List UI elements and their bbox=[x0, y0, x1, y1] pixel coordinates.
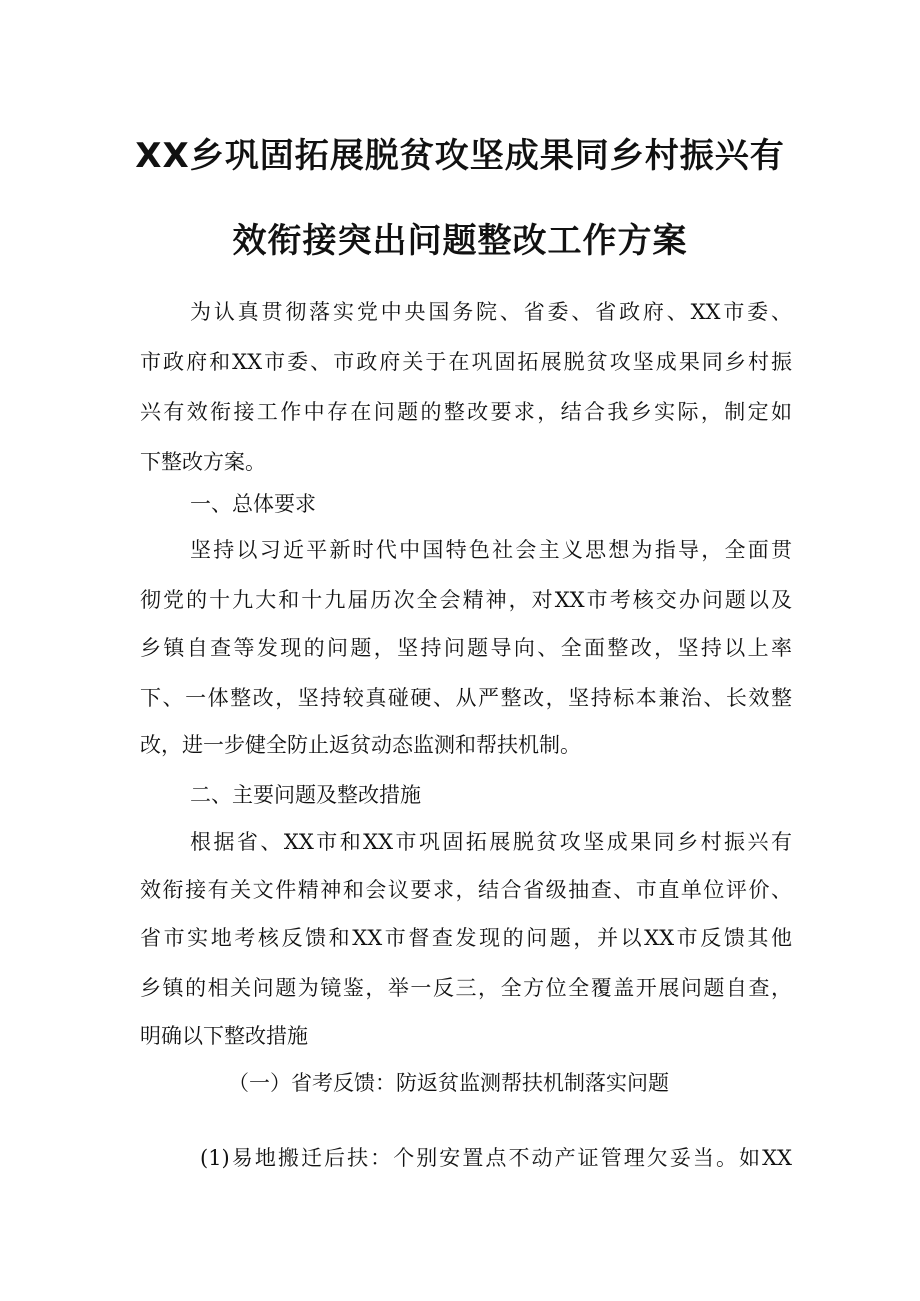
paragraph-line: 市政府和XX市委、市政府关于在巩固拓展脱贫攻坚成果同乡村振 bbox=[140, 350, 792, 374]
paragraph-line: (1)易地搬迁后扶：个别安置点不动产证管理欠妥当。如XX bbox=[200, 1146, 792, 1170]
document-title-line-2: 效衔接突出问题整改工作方案 bbox=[232, 221, 688, 261]
subsection-heading: （一）省考反馈：防返贫监测帮扶机制落实问题 bbox=[228, 1071, 669, 1095]
paragraph-line: 效衔接有关文件精神和会议要求，结合省级抽查、市直单位评价、 bbox=[140, 878, 792, 902]
paragraph-line: 根据省、XX市和XX市巩固拓展脱贫攻坚成果同乡村振兴有 bbox=[190, 830, 792, 854]
document-title-line-1: XX乡巩固拓展脱贫攻坚成果同乡村振兴有 bbox=[135, 136, 785, 176]
section-heading: 二、主要问题及整改措施 bbox=[190, 783, 421, 807]
paragraph-line: 明确以下整改措施 bbox=[140, 1024, 308, 1048]
paragraph-line: 省市实地考核反馈和XX市督查发现的问题，并以XX市反馈其他 bbox=[140, 926, 792, 950]
paragraph-line: 为认真贯彻落实党中央国务院、省委、省政府、XX市委、 bbox=[190, 300, 792, 324]
paragraph-line: 下、一体整改，坚持较真碰硬、从严整改，坚持标本兼治、长效整 bbox=[140, 686, 792, 710]
paragraph-line: 乡镇自查等发现的问题，坚持问题导向、全面整改，坚持以上率 bbox=[140, 636, 792, 660]
paragraph-line: 坚持以习近平新时代中国特色社会主义思想为指导，全面贯 bbox=[190, 538, 792, 562]
paragraph-line: 兴有效衔接工作中存在问题的整改要求，结合我乡实际，制定如 bbox=[140, 400, 792, 424]
paragraph-line: 下整改方案。 bbox=[140, 450, 266, 474]
paragraph-line: 彻党的十九大和十九届历次全会精神，对XX市考核交办问题以及 bbox=[140, 588, 792, 612]
section-heading: 一、总体要求 bbox=[190, 492, 316, 516]
paragraph-line: 改，进一步健全防止返贫动态监测和帮扶机制。 bbox=[140, 733, 581, 757]
paragraph-line: 乡镇的相关问题为镜鉴，举一反三，全方位全覆盖开展问题自查， bbox=[140, 976, 792, 1000]
